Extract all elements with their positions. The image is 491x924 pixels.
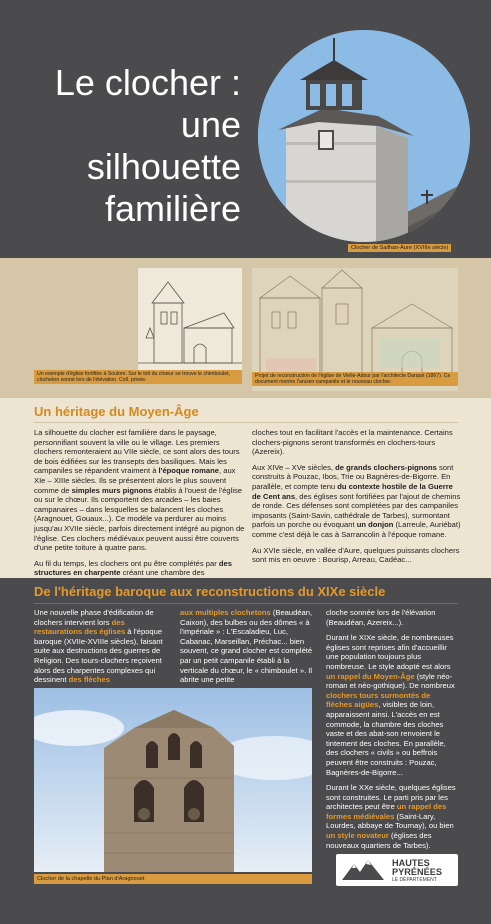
paragraph bbox=[326, 783, 458, 850]
emphasis: l'époque romane bbox=[158, 466, 219, 476]
text-run: créant une chambre des bbox=[120, 568, 205, 578]
section2-column-1 bbox=[34, 608, 168, 691]
section2-column-2 bbox=[180, 608, 316, 691]
text-run: , visibles de loin, apparaissent ainsi. L'accès en est commode, la chambre des cloches vaste et des abat-son renvoient le tintement des cloches. En parallèle, des clochers « civils » ou beffrois peuvent être construits : Pouzac, Bagnères-de-Bigorre... bbox=[326, 700, 446, 777]
emphasis: de grands clochers-pignons bbox=[335, 462, 437, 472]
paragraph bbox=[34, 559, 248, 578]
text-run: , des églises sont fortifiées par l'ajout de chemins de ronde. Ces défenses sont complétées par des campaniles imposants (Saint-Savin, cathédrale de Tarbes), surmontant parfois un porche ou évoquant bbox=[252, 491, 461, 530]
title-line-3: silhouette bbox=[86, 146, 241, 187]
text-run: La silhouette du clocher est familière dans le paysage, personnifiant souvent la ville ou le village. Les premiers clochers remonteraient au VIIe siècle, ce sont alors des tours de bois édifiées sur les transepts des basiliques. Mais les campaniles se répandent vraiment à bbox=[34, 428, 240, 476]
emphasis: aux multiples clochetons bbox=[180, 608, 271, 617]
fortified-church-engraving bbox=[34, 268, 242, 381]
paragraph bbox=[34, 428, 248, 553]
text-run: Aux XIVe – XVe siècles, bbox=[252, 462, 336, 472]
logo-line-1: HAUTES bbox=[392, 858, 430, 868]
text-run: (Larreule, Auriébat) comme c'est déjà le cas à Sarrancolin à l'époque romane. bbox=[252, 520, 461, 539]
section-heritage-middle-ages bbox=[0, 258, 491, 578]
text-run: (style néo-roman et néo-gothique). De nombreux bbox=[326, 671, 455, 691]
paragraph: cloches tout en facilitant l'accès et la maintenance. Certains clochers-pignons seront transformés en clochers-tours (Azereix). bbox=[252, 428, 453, 457]
title-line-2: une bbox=[180, 104, 241, 145]
logo-line-3: LE DÉPARTEMENT bbox=[392, 877, 437, 883]
text-run: (Beaudéan, Caixon), des bulbes ou des dômes « à l'impériale » : L'Escaladieu, Luc, Cabanac, Marseillan, Préchac... bien souvent, ce grand clocher est complété par un petit campanile établi à la verticale du chœur, le « chimboulet ». Il abrite une petite bbox=[180, 608, 313, 685]
chapel-belfry-photo bbox=[34, 688, 312, 872]
section1-column-2 bbox=[252, 428, 462, 571]
paragraph bbox=[326, 633, 458, 777]
emphasis: un style novateur bbox=[326, 831, 389, 841]
text-run: Une nouvelle phase d'édification de clochers intervient lors bbox=[34, 608, 154, 627]
text-run: Durant le XIXe siècle, de nombreuses églises sont reprises afin d'accueillir une population toujours plus nombreuse. Le style adopté est alors bbox=[326, 633, 454, 671]
text-run: Au fil du temps, les clochers ont pu être complétés par bbox=[34, 558, 219, 568]
page-title bbox=[1, 62, 241, 230]
text-run: sont construits à Pouzac, Ibos, Trie ou Bagnères-de-Bigorre. En parallèle, et compte tenu bbox=[252, 462, 454, 491]
emphasis: simples murs pignons bbox=[71, 485, 153, 495]
emphasis: des flèches bbox=[68, 675, 110, 685]
photo-caption: Clocher de Sailhan-Aure (XVIIIe siècle) bbox=[348, 244, 451, 252]
bell-tower-illustration bbox=[258, 30, 470, 242]
text-run: (églises des nouveaux quartiers de Tarbes). bbox=[326, 831, 432, 850]
paragraph: cloche sonnée lors de l'élévation (Beaudéan, Azereix...). bbox=[326, 608, 436, 627]
section1-heading: Un héritage du Moyen-Âge bbox=[34, 404, 199, 419]
text-run: Durant le XXe siècle, quelques églises sont construites. Le parti pris par les architectes peut être bbox=[326, 783, 456, 812]
section-baroque-heritage bbox=[0, 578, 491, 924]
belfry-caption: Clocher de la chapelle du Plan d'Aragnouet bbox=[34, 874, 312, 884]
engraving-caption: Un exemple d'église fortifiée à Soulom. Sur le toit du chœur se trouve le chimboulet, clocheton sonné lors de l'élévation. Coll. privée. bbox=[34, 370, 242, 384]
emphasis: du contexte hostile de la Guerre de Cent ans bbox=[252, 481, 453, 501]
paragraph bbox=[180, 608, 316, 685]
bell-tower-photo bbox=[258, 30, 470, 242]
emphasis: un donjon bbox=[356, 520, 394, 530]
heading-divider bbox=[34, 422, 458, 423]
heading-divider bbox=[34, 603, 458, 604]
engraving-illustration bbox=[34, 268, 242, 381]
section1-column-1 bbox=[34, 428, 248, 584]
plan-caption: Projet de reconstruction de l'église de Vielle-Adour par l'architecte Darqué (1867). Ce document montre l'ancien campanile et le nouveau clocher. bbox=[252, 372, 458, 386]
paragraph bbox=[252, 463, 462, 540]
emphasis: clochers tours surmontés de flèches aigües bbox=[326, 690, 431, 710]
mountain-logo-icon bbox=[338, 854, 390, 886]
title-line-4: familière bbox=[104, 188, 241, 229]
text-run: établis à l'ouest de l'église ou sur le chœur. Ils comportent des arcades – les baies campanaires – dans lesquelles se balancent les cloches (Aragnouet, Gouaux...). Ce modèle va perdurer au moins jusqu'au XVIIe siècle, parfois directement intégré au pignon de l'église. Ces clochers médiévaux peuvent aussi être couverts d'une petite toiture à quatre pans. bbox=[34, 485, 245, 553]
text-run: à l'époque baroque (XVIIe-XVIIIe siècles), faisant suite aux destructions des guerres de Religion. Des tours-clochers reçoivent alors des charpentes complexes qui dessinent bbox=[34, 627, 163, 685]
emphasis: un rappel des formes médiévales bbox=[326, 802, 447, 821]
text-run: (Saint-Lary, Lourdes, abbaye de Tournay), ou bien bbox=[326, 811, 454, 831]
text-run: , aux XIe – XIIIe siècles. Ils se présentent alors le plus souvent comme de bbox=[34, 466, 236, 495]
paragraph bbox=[34, 608, 168, 685]
belfry-illustration bbox=[34, 688, 312, 872]
paragraph: Au XVIe siècle, en vallée d'Aure, quelques puissants clochers sont mis en oeuvre : Bourisp, Arreau, Cadéac... bbox=[252, 545, 460, 565]
title-line-1: Le clocher : bbox=[54, 62, 241, 103]
emphasis: un rappel du Moyen-Âge bbox=[326, 671, 415, 681]
emphasis: des structures en charpente bbox=[34, 558, 232, 578]
section2-column-3 bbox=[326, 608, 458, 856]
header bbox=[0, 0, 491, 258]
logo-line-2: PYRÉNÉES bbox=[392, 867, 443, 877]
hautes-pyrenees-logo bbox=[336, 854, 458, 886]
emphasis: des restaurations des églises bbox=[34, 617, 126, 637]
section2-heading: De l'héritage baroque aux reconstructions du XIXe siècle bbox=[34, 584, 386, 599]
